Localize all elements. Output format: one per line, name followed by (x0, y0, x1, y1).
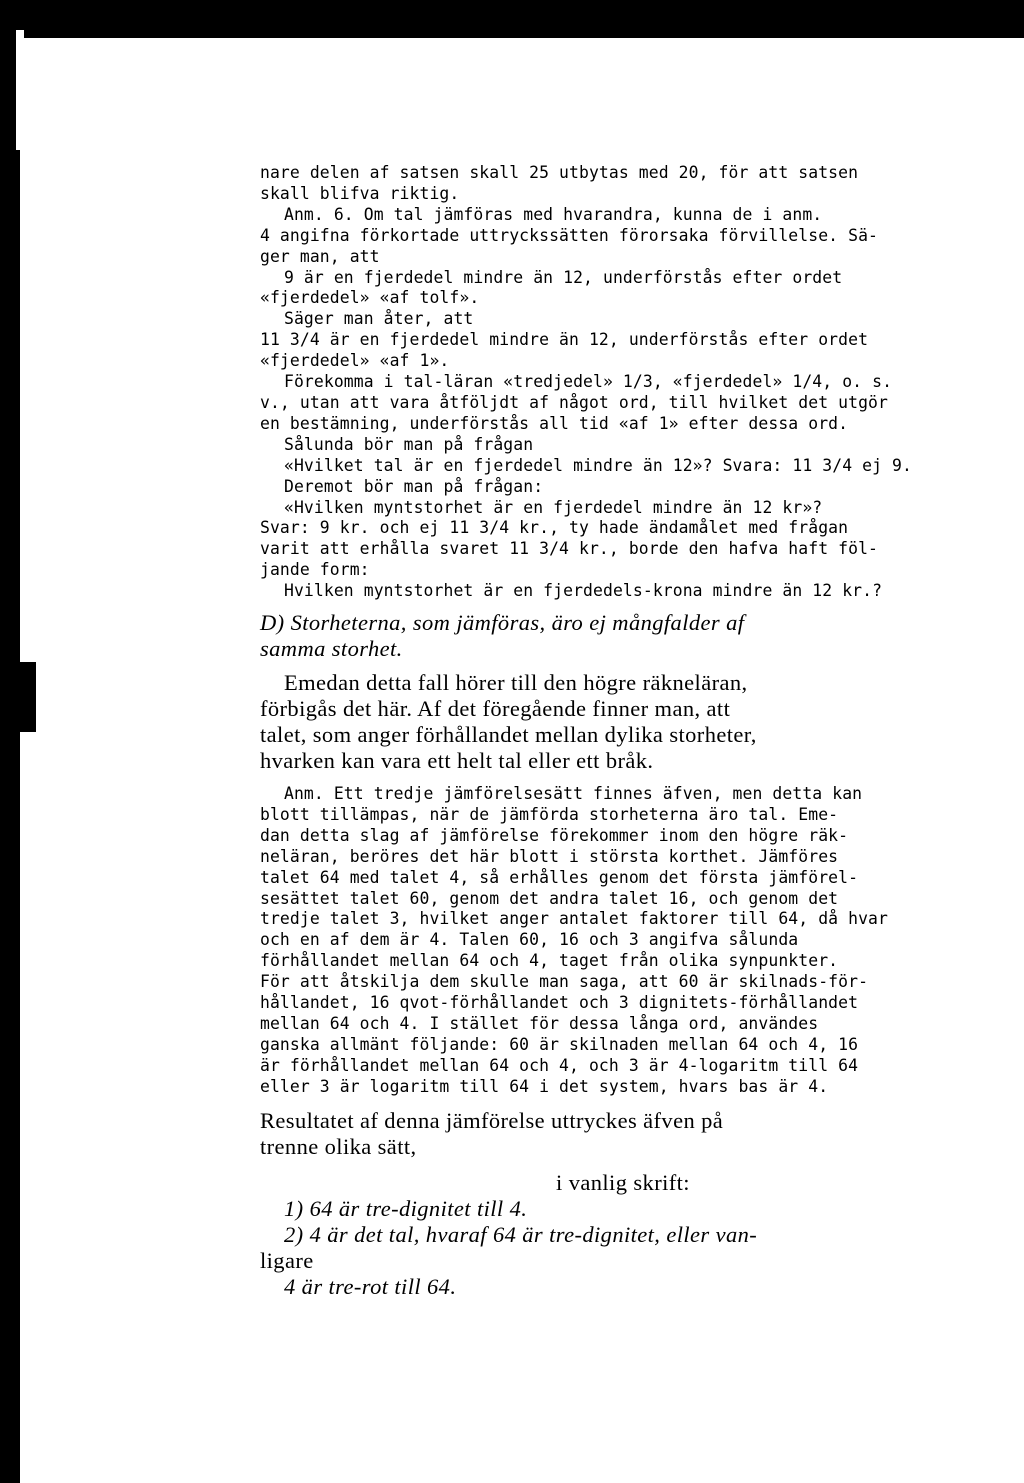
vanlig-skrift: i vanlig skrift: (556, 1169, 690, 1195)
lines_top-line: «Hvilken myntstorhet är en fjerdedel mindre än 12 kr»? (284, 497, 823, 517)
anm_lines-line: förhållandet mellan 64 och 4, taget från olika synpunkter. (260, 951, 839, 971)
result-line-1: Resultatet af denna jämförelse uttryckes äfven på (260, 1107, 724, 1133)
item-2-line-2: ligare (260, 1247, 314, 1273)
lines_top-line: 4 angifna förkortade uttryckssätten förorsaka förvillelse. Sä- (260, 225, 879, 245)
anm_lines-line: dan detta slag af jämförelse förekommer inom den högre räk- (260, 825, 849, 845)
anm_lines-line: mellan 64 och 4. I stället för dessa långa ord, användes (260, 1014, 819, 1033)
lines_top-line: Anm. 6. Om tal jämföras med hvarandra, kunna de i anm. (284, 204, 823, 224)
lines_top-line: Säger man åter, att (284, 309, 474, 329)
result-line-2: trenne olika sätt, (260, 1133, 417, 1159)
anm_lines-line: Anm. Ett tredje jämförelsesätt finnes äfven, men detta kan (284, 784, 863, 804)
lines_top-line: «fjerdedel» «af 1». (260, 351, 450, 371)
lines_top-line: Hvilken myntstorhet är en fjerdedels-krona mindre än 12 kr.? (284, 581, 883, 601)
top-paragraph (260, 163, 986, 602)
anm_lines-line: För att åtskilja dem skulle man saga, att 60 är skilnads-för- (260, 972, 869, 992)
item-1: 1) 64 är tre-dignitet till 4. (284, 1195, 528, 1221)
item-2-line-1: 2) 4 är det tal, hvaraf 64 är tre-dignitet, eller van- (284, 1221, 758, 1247)
item-2-line-3: 4 är tre-rot till 64. (284, 1273, 457, 1299)
lines_top-line: «fjerdedel» «af tolf». (260, 288, 480, 308)
para_large-line: förbigås det här. Af det föregående finner man, att (260, 696, 731, 722)
lines_top-line: Sålunda bör man på frågan (284, 434, 534, 454)
para_large-line: talet, som anger förhållandet mellan dylika storheter, (260, 722, 757, 748)
anm-paragraph (260, 784, 986, 1098)
lines_top-line: v., utan att vara åtföljdt af något ord, till hvilket det utgör (260, 392, 888, 412)
para_large-line: Emedan detta fall hörer till den högre räkneläran, (284, 670, 748, 696)
lines_top-line: ger man, att (260, 246, 380, 266)
anm_lines-line: eller 3 är logaritm till 64 i det system, hvars bas är 4. (260, 1076, 829, 1096)
lines_top-line: «Hvilket tal är en fjerdedel mindre än 12»? Svara: 11 3/4 ej 9. (284, 455, 912, 475)
para_large-line: hvarken kan vara ett helt tal eller ett bråk. (260, 748, 654, 774)
book-page (36, 38, 1024, 1483)
page-text (260, 163, 986, 1300)
section-d-line-2: samma storhet. (260, 636, 403, 662)
lines_top-line: skall blifva riktig. (260, 183, 460, 203)
anm_lines-line: hållandet, 16 qvot-förhållandet och 3 dignitets-förhållandet (260, 993, 859, 1013)
scan-border-left (20, 38, 36, 1483)
anm_lines-line: talet 64 med talet 4, så erhålles genom det första jämförel- (260, 867, 859, 887)
anm_lines-line: tredje talet 3, hvilket anger antalet faktorer till 64, då hvar (260, 909, 888, 929)
lines_top-line: en bestämning, underförstås all tid «af 1» efter dessa ord. (260, 413, 849, 433)
lines_top-line: nare delen af satsen skall 25 utbytas med 20, för att satsen (260, 163, 859, 182)
lines_top-line: 11 3/4 är en fjerdedel mindre än 12, underförstås efter ordet (260, 330, 869, 350)
lines_top-line: 9 är en fjerdedel mindre än 12, underförstås efter ordet (284, 267, 843, 287)
anm_lines-line: och en af dem är 4. Talen 60, 16 och 3 angifva sålunda (260, 930, 799, 950)
anm_lines-line: neläran, beröres det här blott i största korthet. Jämföres (260, 846, 839, 866)
lines_top-line: varit att erhålla svaret 11 3/4 kr., borde den hafva haft föl- (260, 539, 879, 559)
result-paragraph (260, 1108, 986, 1300)
section-d-line-1: D) Storheterna, som jämföras, äro ej mångfalder af (260, 610, 745, 636)
anm_lines-line: sesättet talet 60, genom det andra talet 16, och genom det (260, 888, 839, 908)
large-paragraph (260, 670, 986, 774)
lines_top-line: Förekomma i tal-läran «tredjedel» 1/3, «fjerdedel» 1/4, o. s. (284, 372, 893, 392)
anm_lines-line: ganska allmänt följande: 60 är skilnaden mellan 64 och 4, 16 (260, 1034, 859, 1054)
lines_top-line: Deremot bör man på frågan: (284, 476, 544, 496)
section-d-heading (260, 610, 986, 662)
anm_lines-line: är förhållandet mellan 64 och 4, och 3 är 4-logaritm till 64 (260, 1055, 859, 1075)
lines_top-line: Svar: 9 kr. och ej 11 3/4 kr., ty hade ändamålet med frågan (260, 518, 849, 538)
anm_lines-line: blott tillämpas, när de jämförda storheterna äro tal. Eme- (260, 804, 839, 824)
lines_top-line: jande form: (260, 560, 370, 580)
